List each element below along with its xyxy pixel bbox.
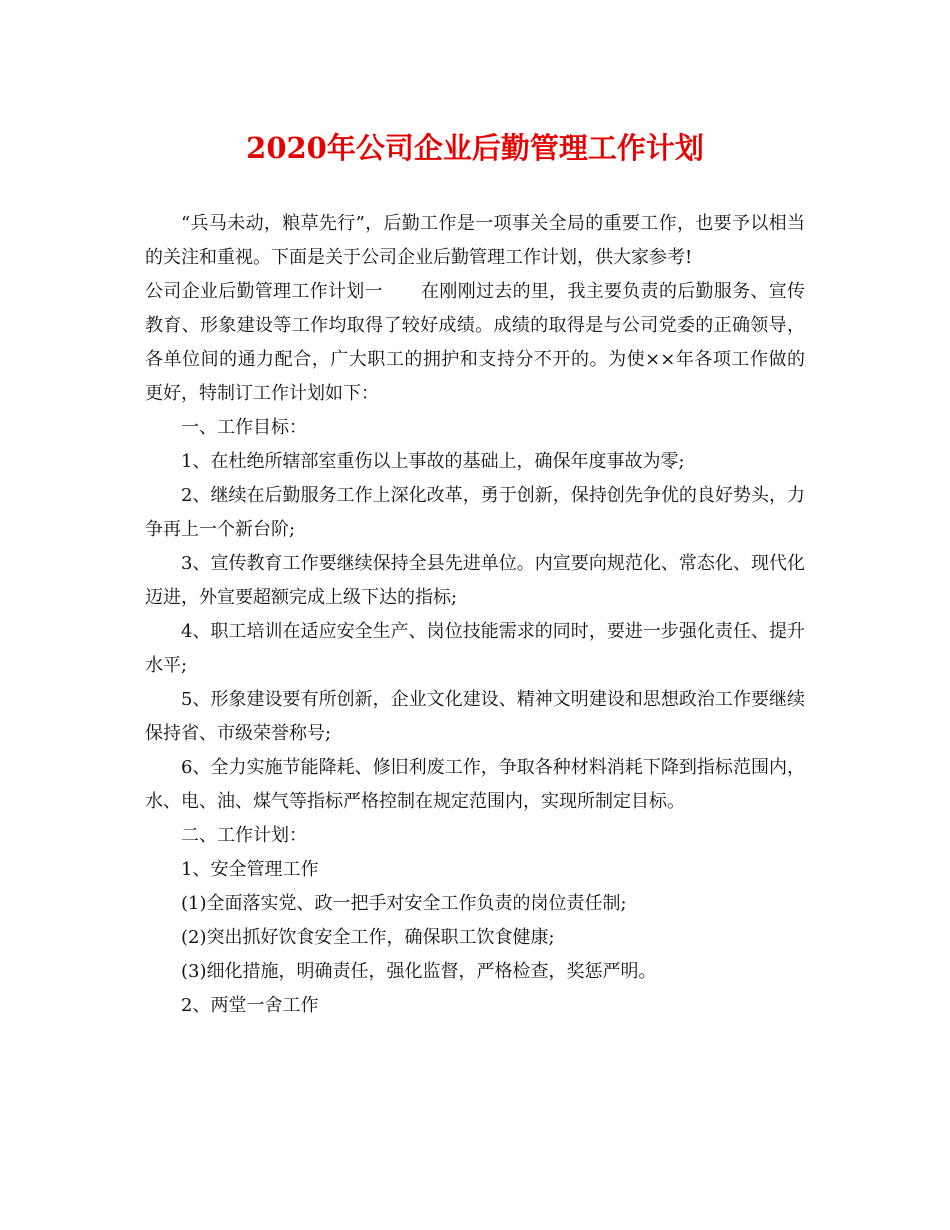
goal-item-2: 2、继续在后勤服务工作上深化改革，勇于创新，保持创先争优的良好势头，力争再上一个新台阶; (145, 485, 805, 540)
section-heading-plan: 二、工作计划： (181, 825, 307, 846)
goal-item-3: 3、宣传教育工作要继续保持全县先进单位。内宣要向规范化、常态化、现代化迈进，外宣要超额完成上级下达的指标; (145, 553, 805, 608)
intro-paragraph: “兵马未动，粮草先行”，后勤工作是一项事关全局的重要工作，也要予以相当的关注和重视。下面是关于公司企业后勤管理工作计划，供大家参考! (145, 213, 805, 268)
plan-subitem-1: (1)全面落实党、政一把手对安全工作负责的岗位责任制; (181, 893, 627, 914)
goal-item-1: 1、在杜绝所辖部室重伤以上事故的基础上，确保年度事故为零; (181, 451, 685, 472)
section-heading-goals: 一、工作目标： (181, 417, 307, 438)
plan-item-2-heading: 2、两堂一舍工作 (181, 995, 319, 1016)
plan-intro-paragraph (145, 275, 805, 411)
goal-item-6: 6、全力实施节能降耗、修旧利废工作，争取各种材料消耗下降到指标范围内，水、电、油、煤气等指标严格控制在规定范围内，实现所制定目标。 (145, 757, 805, 812)
plan-subitem-2: (2)突出抓好饮食安全工作，确保职工饮食健康; (181, 927, 555, 948)
goal-item-4: 4、职工培训在适应安全生产、岗位技能需求的同时，要进一步强化责任、提升水平; (145, 621, 805, 676)
plan-heading: 公司企业后勤管理工作计划一 (145, 281, 383, 302)
document-title: 2020年公司企业后勤管理工作计划 (246, 131, 704, 165)
plan-item-1-heading: 1、安全管理工作 (181, 859, 319, 880)
document-body (145, 207, 805, 1023)
plan-intro-text: 在刚刚过去的里，我主要负责的后勤服务、宣传教育、形象建设等工作均取得了较好成绩。成绩的取得是与公司党委的正确领导，各单位间的通力配合，广大职工的拥护和支持分不开的。为使××年各项工作做的更好，特制订工作计划如下： (145, 281, 806, 404)
plan-subitem-3: (3)细化措施，明确责任，强化监督，严格检查，奖惩严明。 (181, 961, 657, 982)
goal-item-5: 5、形象建设要有所创新，企业文化建设、精神文明建设和思想政治工作要继续保持省、市级荣誉称号; (145, 689, 805, 744)
